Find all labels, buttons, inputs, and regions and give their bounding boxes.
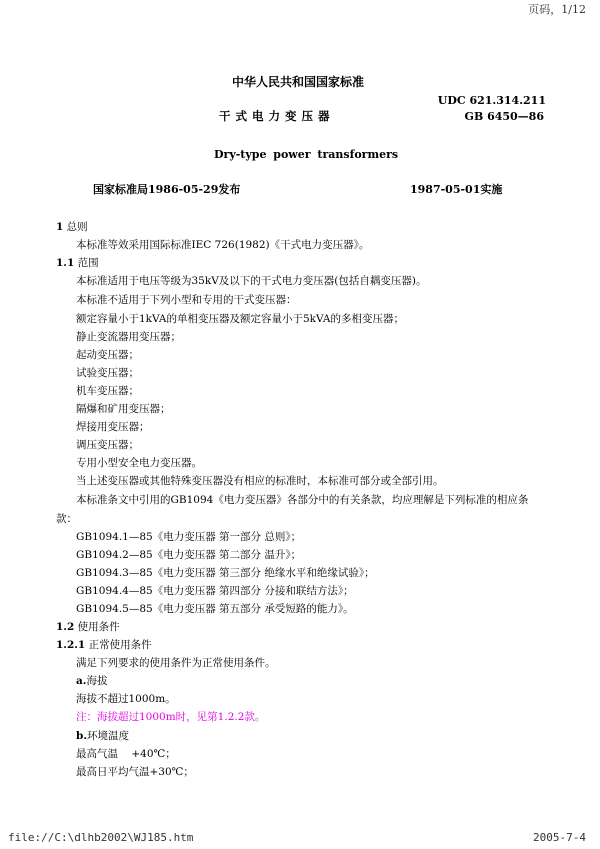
list-item: 额定容量小于1kVA的单相变压器及额定容量小于5kVA的多相变压器；	[76, 313, 404, 325]
list-item: 调压变压器；	[76, 439, 139, 451]
reference-item: GB1094.5—85《电力变压器 第五部分 承受短路的能力》。	[76, 603, 354, 615]
paragraph: 满足下列要求的使用条件为正常使用条件。	[76, 657, 276, 669]
reference-item: GB1094.1—85《电力变压器 第一部分 总则》；	[76, 531, 302, 543]
effective-date: 1987-05-01实施	[410, 183, 503, 196]
gb-number: GB 6450—86	[464, 110, 544, 123]
document-title: 干式电力变压器	[219, 109, 335, 123]
english-title: Dry-type power transformers	[214, 148, 399, 161]
paragraph: 最高气温 +40℃；	[76, 748, 176, 760]
list-item: 隔爆和矿用变压器；	[76, 403, 171, 415]
reference-item: GB1094.2—85《电力变压器 第二部分 温升》；	[76, 549, 302, 561]
section-title: 范围	[77, 257, 99, 269]
section-number: 1.1	[56, 257, 75, 269]
item-b-heading	[76, 731, 129, 742]
list-item: 试验变压器；	[76, 367, 139, 379]
paragraph: 本标准不适用于下列小型和专用的干式变压器：	[76, 294, 297, 306]
item-label: b.	[76, 730, 87, 742]
section-number: 1.2.1	[56, 639, 86, 651]
list-item: 机车变压器；	[76, 385, 139, 397]
section-title: 使用条件	[77, 621, 120, 633]
section-number: 1.2	[56, 621, 75, 633]
section-number: 1	[56, 221, 64, 233]
paragraph: 本标准适用于电压等级为35kV及以下的干式电力变压器(包括自耦变压器)。	[76, 275, 427, 287]
item-label: a.	[76, 675, 87, 687]
item-title: 海拔	[86, 675, 108, 687]
paragraph: 本标准条文中引用的GB1094《电力变压器》各部分中的有关条款，均应理解是下列标准的相应条	[76, 494, 529, 506]
list-item: 起动变压器；	[76, 349, 139, 361]
section-1-1-heading	[56, 258, 99, 269]
list-item: 静止变流器用变压器；	[76, 331, 181, 343]
footer-date: 2005-7-4	[533, 831, 586, 844]
list-item: 焊接用变压器；	[76, 421, 150, 433]
national-standard-heading: 中华人民共和国国家标准	[232, 75, 365, 89]
udc-code: UDC 621.314.211	[437, 94, 546, 107]
reference-item: GB1094.4—85《电力变压器 第四部分 分接和联结方法》；	[76, 585, 354, 597]
paragraph: 海拔不超过1000m。	[76, 693, 176, 705]
page-number: 页码，1/12	[528, 3, 586, 16]
section-1-2-1-heading	[56, 640, 152, 651]
section-title: 正常使用条件	[88, 639, 152, 651]
issue-date: 国家标准局1986-05-29发布	[93, 183, 241, 196]
item-title: 环境温度	[87, 730, 129, 742]
note-text: 注：海拔超过1000m时，见第1.2.2款。	[76, 711, 266, 723]
reference-item: GB1094.3—85《电力变压器 第三部分 绝缘水平和绝缘试验》；	[76, 567, 375, 579]
paragraph: 最高日平均气温+30℃；	[76, 766, 194, 778]
file-path: file://C:\dlhb2002\WJ185.htm	[8, 831, 194, 844]
paragraph: 当上述变压器或其他特殊变压器没有相应的标准时，本标准可部分或全部引用。	[76, 475, 444, 487]
section-1-heading	[56, 222, 88, 233]
paragraph: 本标准等效采用国际标准IEC 726(1982)《干式电力变压器》。	[76, 239, 370, 251]
section-title: 总则	[66, 221, 88, 233]
paragraph-continuation: 款：	[56, 513, 77, 525]
list-item: 专用小型安全电力变压器。	[76, 457, 202, 469]
section-1-2-heading	[56, 622, 120, 633]
item-a-heading	[76, 676, 107, 687]
